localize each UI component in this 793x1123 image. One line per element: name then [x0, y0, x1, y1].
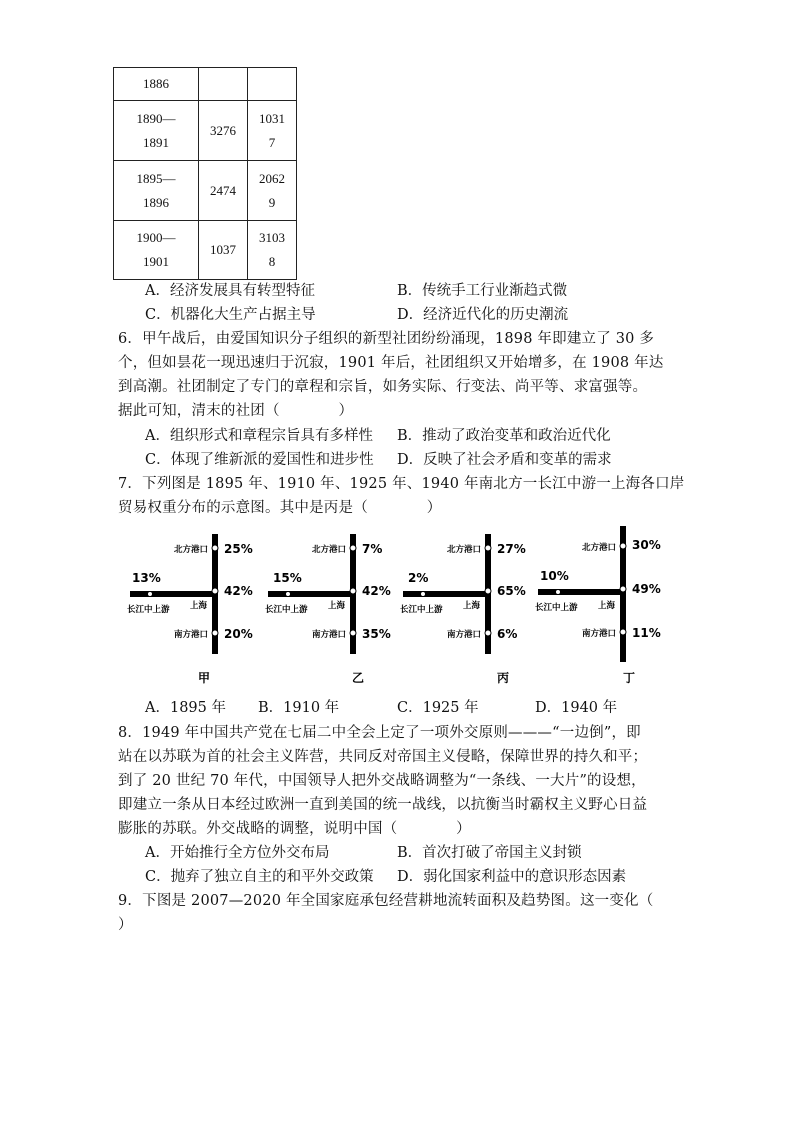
table-row — [114, 161, 297, 221]
table-row — [114, 68, 297, 101]
q8-stem-line: 站在以苏联为首的社会主义阵营，共同反对帝国主义侵略，保障世界的持久和平； — [118, 749, 648, 765]
label-north-port: 北方港口 — [581, 543, 616, 553]
q8-option-d[interactable]: D．弱化国家利益中的意识形态因素 — [397, 869, 627, 885]
diagram-bing — [400, 534, 526, 685]
q7-option-d[interactable]: D．1940 年 — [535, 700, 618, 716]
q6-option-b[interactable]: B．推动了政治变革和政治近代化 — [397, 428, 611, 444]
table-cell-value: 1037 — [199, 221, 248, 280]
table-cell-value: 3103 8 — [248, 221, 297, 280]
q7-option-a[interactable]: A．1895 年 — [145, 700, 226, 716]
q8-option-a[interactable]: A．开始推行全方位外交布局 — [145, 845, 330, 861]
label-shanghai: 上海 — [190, 601, 208, 611]
diagram-id: 丁 — [622, 671, 636, 685]
q5-option-d[interactable]: D．经济近代化的历史潮流 — [397, 307, 569, 323]
table-cell-year: 1890— 1891 — [114, 101, 199, 161]
q7-option-b[interactable]: B．1910 年 — [258, 700, 340, 716]
diagram-id: 乙 — [351, 671, 365, 685]
value-yangtze: 2% — [408, 571, 429, 585]
value-north: 7% — [362, 542, 383, 556]
value-yangtze: 10% — [540, 569, 569, 583]
value-shanghai: 65% — [497, 584, 526, 598]
q6-option-a[interactable]: A．组织形式和章程宗旨具有多样性 — [145, 428, 373, 444]
q6-option-d[interactable]: D．反映了社会矛盾和变革的需求 — [397, 452, 612, 468]
label-south-port: 南方港口 — [581, 629, 616, 639]
data-table — [113, 67, 297, 280]
diagram-yi — [265, 534, 391, 685]
q7-stem-line: 贸易权重分布的示意图。其中是丙是（ ） — [118, 500, 442, 516]
value-yangtze: 13% — [132, 571, 161, 585]
table-cell-value: 2474 — [199, 161, 248, 221]
label-north-port: 北方港口 — [446, 545, 481, 555]
label-yangtze: 长江中上游 — [265, 605, 308, 615]
q8-stem-line: 到了 20 世纪 70 年代，中国领导人把外交战略调整为“一条线、一大片”的设想， — [118, 773, 646, 789]
q5-option-c[interactable]: C．机器化大生产占据主导 — [145, 307, 316, 323]
q8-stem-line: 膨胀的苏联。外交战略的调整，说明中国（ ） — [118, 821, 471, 837]
label-yangtze: 长江中上游 — [400, 605, 443, 615]
table-cell-year: 1900— 1901 — [114, 221, 199, 280]
diagram-jia — [127, 534, 253, 685]
q5-option-b[interactable]: B．传统手工行业渐趋式微 — [397, 283, 568, 299]
q9-stem-line: ） — [118, 917, 133, 933]
value-south: 11% — [632, 626, 661, 640]
table-cell-year: 1886 — [114, 68, 199, 101]
table-row — [114, 221, 297, 280]
value-north: 25% — [224, 542, 253, 556]
label-shanghai: 上海 — [463, 601, 481, 611]
table-cell-value: 2062 9 — [248, 161, 297, 221]
trade-weight-diagrams — [120, 524, 680, 692]
value-yangtze: 15% — [273, 571, 302, 585]
value-south: 35% — [362, 627, 391, 641]
table-cell-value — [199, 68, 248, 101]
label-south-port: 南方港口 — [173, 630, 208, 640]
label-north-port: 北方港口 — [173, 545, 208, 555]
q7-stem-line: 7．下列图是 1895 年、1910 年、1925 年、1940 年南北方一长江中游一上海各口岸 — [118, 476, 685, 492]
q8-option-c[interactable]: C．抛弃了独立自主的和平外交政策 — [145, 869, 374, 885]
diagram-ding — [535, 526, 661, 685]
q6-stem-line: 个，但如昙花一现迅速归于沉寂，1901 年后，社团组织又开始增多，在 1908 年达 — [118, 355, 664, 371]
q6-option-c[interactable]: C．体现了维新派的爱国性和进步性 — [145, 452, 374, 468]
value-shanghai: 42% — [362, 584, 391, 598]
q5-option-a[interactable]: A．经济发展具有转型特征 — [145, 283, 315, 299]
table-cell-year: 1895— 1896 — [114, 161, 199, 221]
table-cell-value — [248, 68, 297, 101]
diagram-id: 丙 — [496, 671, 510, 685]
label-north-port: 北方港口 — [311, 545, 346, 555]
label-south-port: 南方港口 — [311, 630, 346, 640]
q8-option-b[interactable]: B．首次打破了帝国主义封锁 — [397, 845, 582, 861]
q7-option-c[interactable]: C．1925 年 — [397, 700, 479, 716]
label-shanghai: 上海 — [598, 601, 616, 611]
value-north: 27% — [497, 542, 526, 556]
value-shanghai: 42% — [224, 584, 253, 598]
q6-stem-line: 6．甲午战后，由爱国知识分子组织的新型社团纷纷涌现，1898 年即建立了 30 多 — [118, 331, 655, 347]
value-north: 30% — [632, 538, 661, 552]
q8-stem-line: 即建立一条从日本经过欧洲一直到美国的统一战线，以抗衡当时霸权主义野心日益 — [118, 797, 648, 813]
q6-stem-line: 据此可知，清末的社团（ ） — [118, 403, 354, 419]
q8-stem-line: 8．1949 年中国共产党在七届二中全会上定了一项外交原则———“一边倒”，即 — [118, 725, 641, 741]
value-south: 20% — [224, 627, 253, 641]
label-south-port: 南方港口 — [446, 630, 481, 640]
table-row — [114, 101, 297, 161]
q6-stem-line: 到高潮。社团制定了专门的章程和宗旨，如务实际、行变法、尚平等、求富强等。 — [118, 379, 648, 395]
table-cell-value: 3276 — [199, 101, 248, 161]
diagram-id: 甲 — [197, 671, 211, 685]
q9-stem-line: 9．下图是 2007—2020 年全国家庭承包经营耕地流转面积及趋势图。这一变化（ — [118, 893, 654, 909]
value-shanghai: 49% — [632, 582, 661, 596]
label-yangtze: 长江中上游 — [535, 603, 578, 613]
table-cell-value: 1031 7 — [248, 101, 297, 161]
label-shanghai: 上海 — [328, 601, 346, 611]
label-yangtze: 长江中上游 — [127, 605, 170, 615]
value-south: 6% — [497, 627, 518, 641]
